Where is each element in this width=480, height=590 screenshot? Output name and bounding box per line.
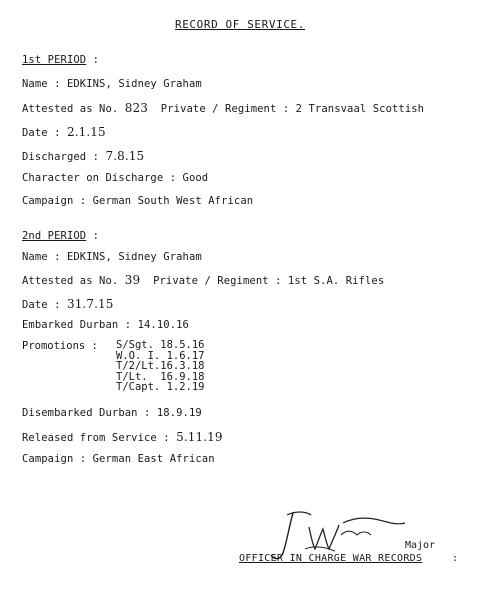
period1-discharged-line	[22, 149, 144, 163]
period1-name-line	[22, 78, 202, 90]
period2-name-line	[22, 251, 202, 263]
period1-heading-sep: :	[86, 54, 100, 66]
period1-date-line	[22, 125, 106, 139]
period2-date-value: 31.7.15	[66, 297, 114, 311]
period2-attested-no: 39	[124, 273, 141, 287]
period2-embarked-value: 14.10.16	[137, 319, 189, 331]
period2-embarked-line	[22, 319, 189, 331]
period2-name-value: EDKINS, Sidney Graham	[66, 251, 202, 263]
period1-discharged-label: Discharged :	[22, 151, 106, 163]
promotion-item: T/2/Lt.16.3.18	[116, 360, 205, 372]
period2-attested-rank: Private / Regiment : 1st S.A. Rifles	[140, 275, 385, 287]
period1-discharged-value: 7.8.15	[105, 149, 145, 163]
period1-campaign-line	[22, 195, 253, 207]
period2-heading: 2nd PERIOD	[22, 230, 87, 242]
period2-released-line	[22, 430, 223, 444]
promotions-label: Promotions :	[22, 340, 105, 352]
period2-embarked-label: Embarked Durban :	[22, 319, 138, 331]
period1-name-label: Name :	[22, 78, 67, 90]
period2-disembarked-line	[22, 407, 202, 419]
period2-attested-label: Attested as No.	[22, 275, 125, 287]
period1-character-value: Good	[182, 172, 209, 184]
period1-character-line	[22, 172, 208, 184]
period2-date-label: Date :	[22, 299, 67, 311]
period2-released-value: 5.11.19	[176, 430, 223, 444]
period2-heading-line	[22, 230, 99, 242]
period1-name-value: EDKINS, Sidney Graham	[66, 78, 202, 90]
period1-date-label: Date :	[22, 127, 67, 139]
period2-campaign-line	[22, 453, 215, 465]
period1-attested-line	[22, 101, 424, 115]
period2-disembarked-label: Disembarked Durban :	[22, 407, 157, 419]
promotions-list	[116, 340, 236, 393]
period2-name-label: Name :	[22, 251, 67, 263]
period2-date-line	[22, 297, 113, 311]
period1-date-value: 2.1.15	[66, 125, 106, 139]
period2-released-label: Released from Service :	[22, 432, 177, 444]
promotion-item: W.O. I. 1.6.17	[116, 349, 205, 362]
period2-attested-line	[22, 273, 384, 287]
period2-disembarked-value: 18.9.19	[156, 407, 202, 419]
period1-attested-label: Attested as No.	[22, 103, 125, 115]
promotion-item: T/Lt. 16.9.18	[116, 370, 205, 383]
period1-heading: 1st PERIOD	[22, 54, 87, 66]
period1-attested-rank: Private / Regiment : 2 Transvaal Scottish	[147, 103, 425, 115]
period2-campaign-label: Campaign :	[22, 453, 93, 465]
period2-heading-sep: :	[86, 230, 100, 242]
officer-title-sep: :	[452, 553, 459, 564]
period2-campaign-value: German East African	[92, 453, 215, 465]
period1-campaign-value: German South West African	[92, 195, 254, 207]
period1-heading-line	[22, 54, 99, 66]
promotion-item: S/Sgt. 18.5.16	[116, 339, 205, 351]
signatory-rank: Major	[405, 540, 436, 551]
period1-campaign-label: Campaign :	[22, 195, 93, 207]
officer-title: OFFICER IN CHARGE WAR RECORDS	[239, 553, 423, 564]
document-title: RECORD OF SERVICE.	[174, 18, 305, 31]
period1-attested-no: 823	[124, 101, 148, 115]
promotion-item: T/Capt. 1.2.19	[116, 381, 205, 393]
signature-block	[230, 505, 470, 575]
period1-character-label: Character on Discharge :	[22, 172, 183, 184]
